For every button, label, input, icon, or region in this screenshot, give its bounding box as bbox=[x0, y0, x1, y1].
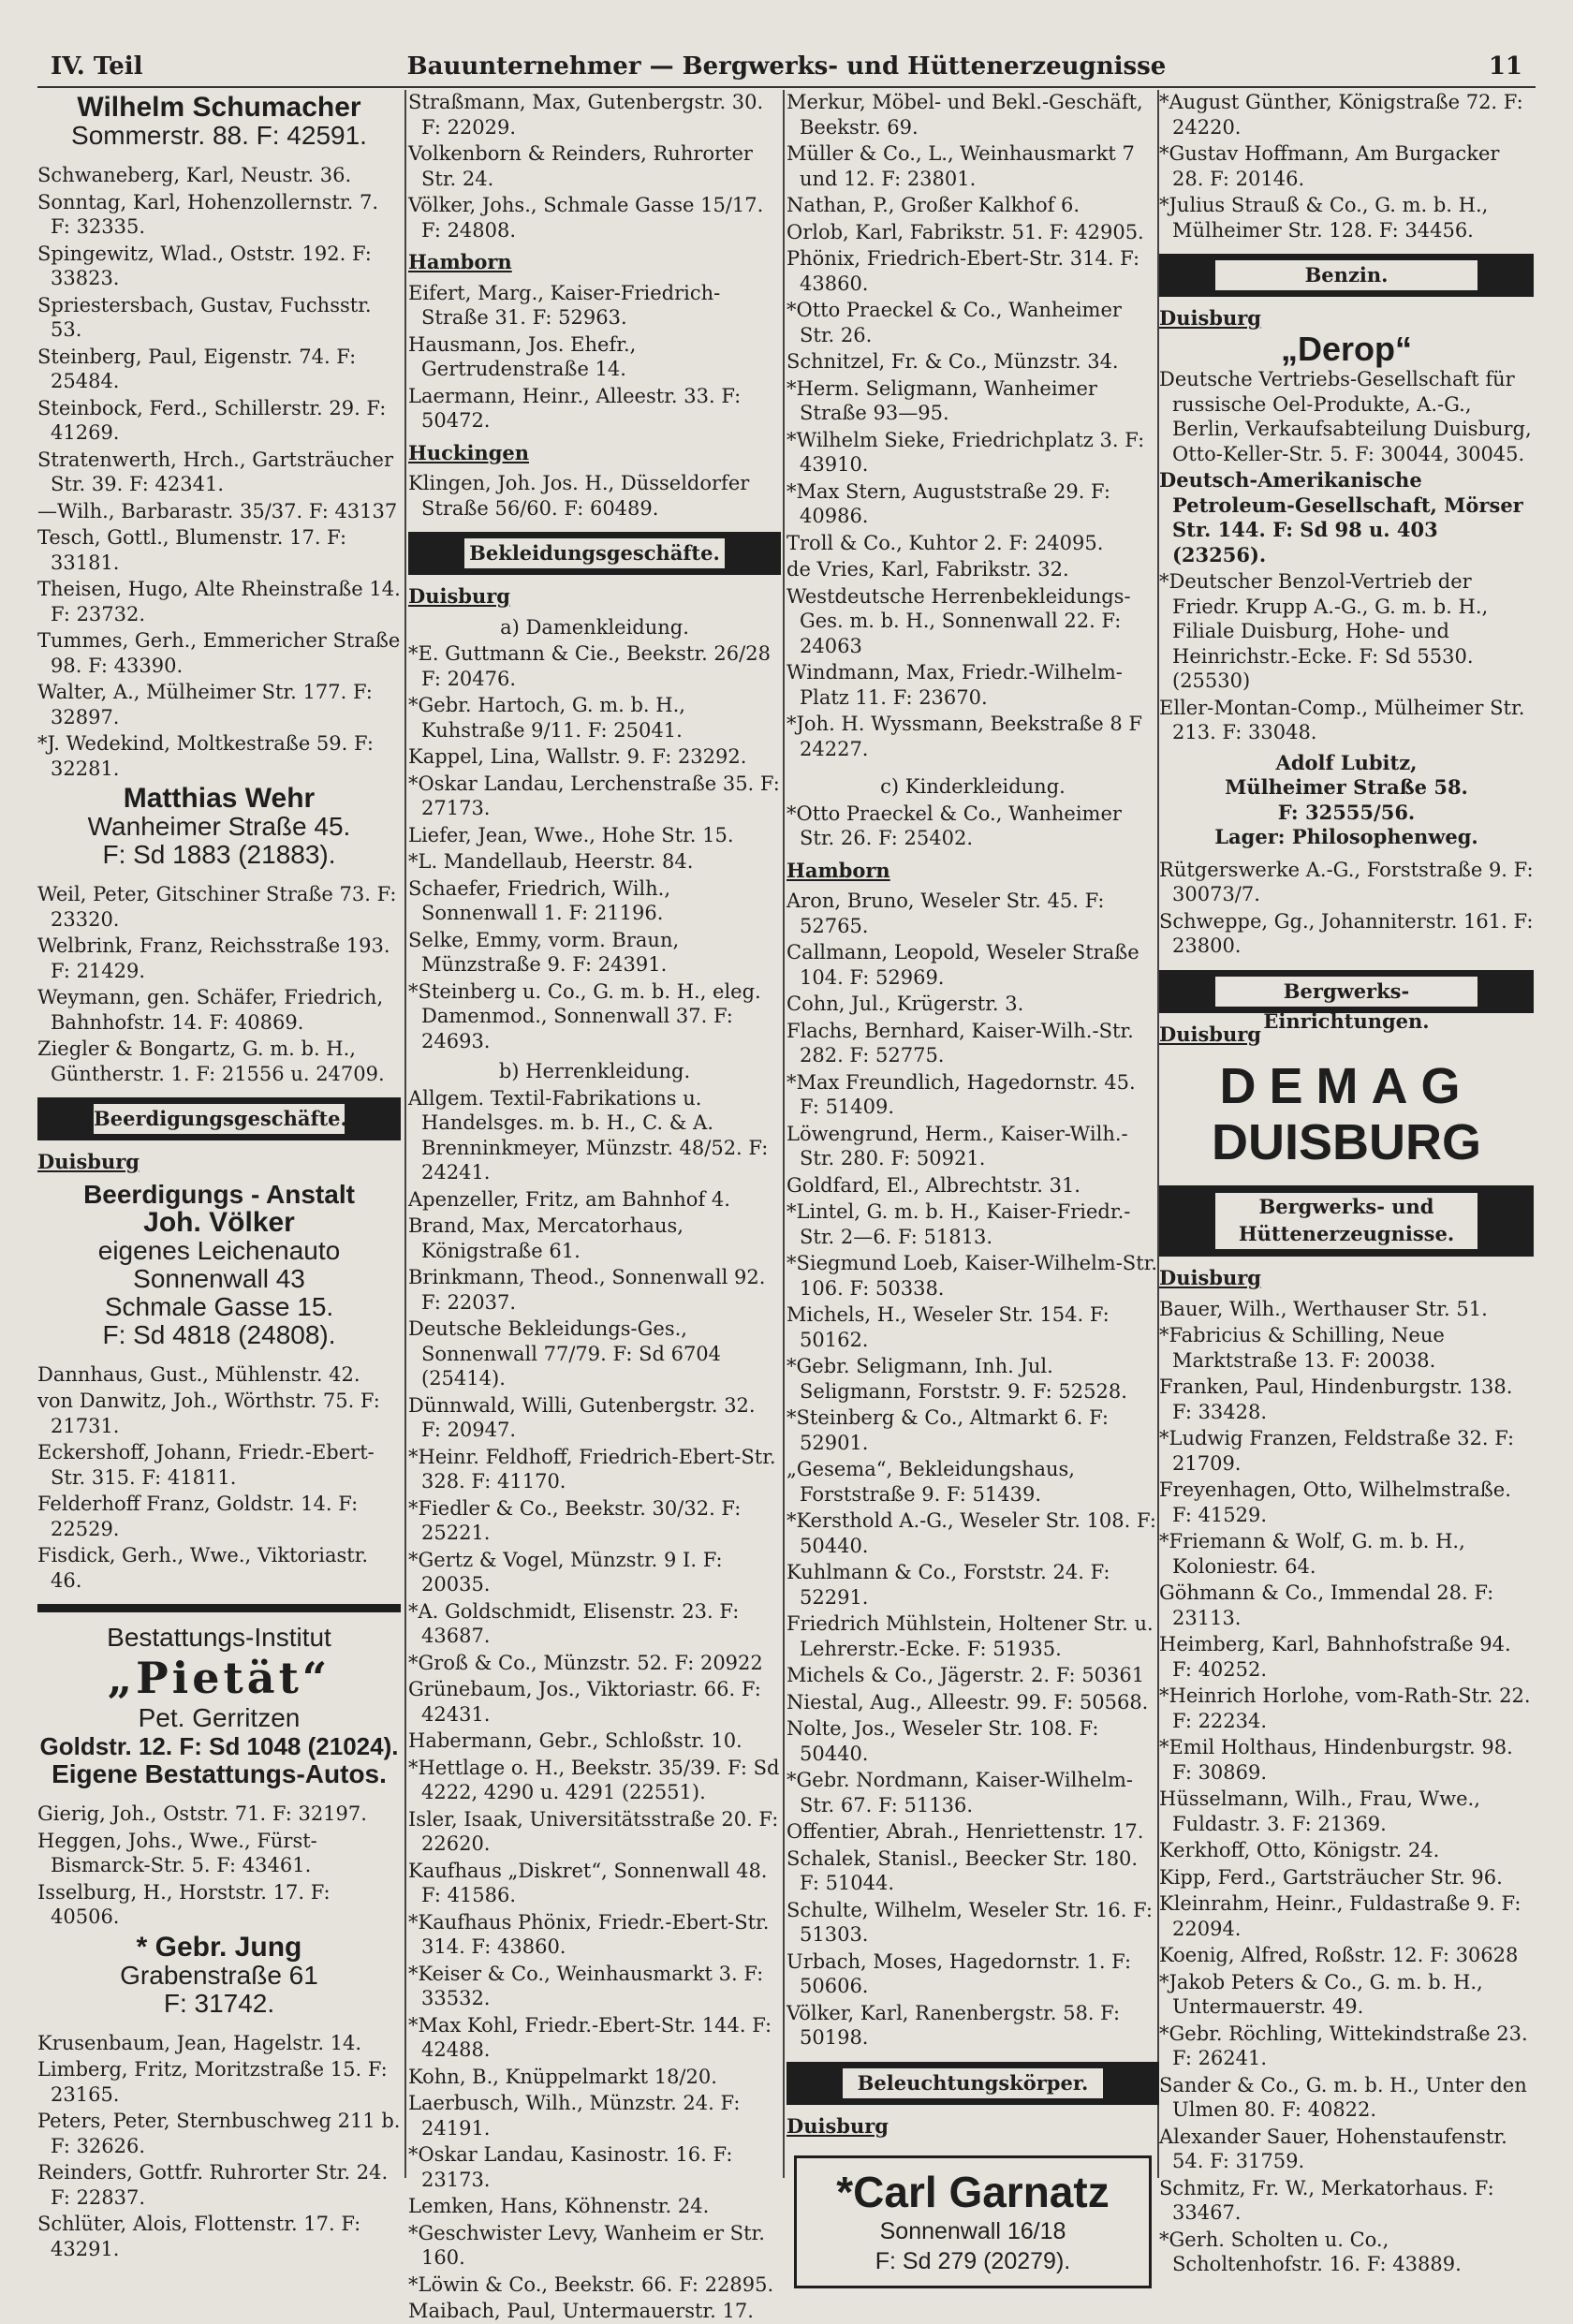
directory-entry: de Vries, Karl, Fabrikstr. 32. bbox=[786, 558, 1069, 581]
directory-entry: Habermann, Gebr., Schloßstr. 10. bbox=[408, 1729, 742, 1752]
directory-entry: *Kersthold A.-G., Weseler Str. 108. F: 50440. bbox=[786, 1509, 1156, 1557]
directory-entry: *Gerh. Scholten u. Co., Scholtenhofstr. 16. F: 43889. bbox=[1159, 2228, 1462, 2275]
directory-entry: Walter, A., Mülheimer Str. 177. F: 32897. bbox=[37, 681, 373, 728]
entry-list bbox=[408, 90, 781, 243]
entry-list bbox=[37, 2031, 401, 2262]
ad-demag bbox=[1159, 1058, 1534, 1170]
city-heading: Duisburg bbox=[1159, 1022, 1261, 1046]
directory-entry: Brinkmann, Theod., Sonnenwall 92. F: 22037. bbox=[408, 1266, 766, 1314]
directory-entry: Müller & Co., L., Weinhausmarkt 7 und 12. F: 23801. bbox=[786, 142, 1135, 190]
directory-entry: Cohn, Jul., Krügerstr. 3. bbox=[786, 993, 1024, 1015]
ad-name: Adolf Lubitz, bbox=[1275, 750, 1418, 774]
directory-entry: Heggen, Johs., Wwe., Fürst-Bismarck-Str. 5. F: 43461. bbox=[37, 1829, 317, 1876]
directory-entry: Spingewitz, Wlad., Oststr. 192. F: 33823. bbox=[37, 242, 372, 289]
directory-entry: *Löwin & Co., Beekstr. 66. F: 22895. bbox=[408, 2273, 774, 2296]
directory-entry: *Ludwig Franzen, Feldstraße 32. F: 21709. bbox=[1159, 1427, 1515, 1475]
directory-entry: Kipp, Ferd., Gartsträucher Str. 96. bbox=[1159, 1865, 1503, 1889]
directory-entry: *J. Wedekind, Moltkestraße 59. F: 32281. bbox=[37, 732, 374, 780]
ad-name: „Pietät“ bbox=[107, 1653, 331, 1703]
directory-entry: Laermann, Heinr., Alleestr. 33. F: 50472. bbox=[408, 384, 742, 432]
directory-entry: *Heinrich Horlohe, vom-Rath-Str. 22. F: 22234. bbox=[1159, 1684, 1531, 1732]
directory-entry: Kaufhaus „Diskret“, Sonnenwall 48. F: 41586. bbox=[408, 1859, 768, 1906]
directory-entry: Lemken, Hans, Köhnenstr. 24. bbox=[408, 2195, 710, 2217]
directory-entry: Ziegler & Bongartz, G. m. b. H., Güntherstr. 1. F: 21556 u. 24709. bbox=[37, 1037, 385, 1085]
directory-entry: Schalek, Stanisl., Beecker Str. 180. F: 51044. bbox=[786, 1846, 1139, 1894]
directory-entry: *Gebr. Röchling, Wittekindstraße 23. F: 26241. bbox=[1159, 2022, 1528, 2069]
directory-entry: „Gesema“, Bekleidungshaus, Forststraße 9. F: 51439. bbox=[786, 1458, 1075, 1506]
ad-line: Bestattungs-Institut bbox=[107, 1623, 331, 1652]
ad-line: Pet. Gerritzen bbox=[138, 1703, 301, 1732]
section-banner bbox=[1159, 1185, 1534, 1257]
directory-entry: Flachs, Bernhard, Kaiser-Wilh.-Str. 282. F: 52775. bbox=[786, 1019, 1134, 1066]
ad-line: Schmale Gasse 15. bbox=[104, 1291, 334, 1321]
directory-entry: *Gebr. Seligmann, Inh. Jul. Seligmann, Forststr. 9. F: 52528. bbox=[786, 1355, 1127, 1403]
directory-entry: *Steinberg u. Co., G. m. b. H., eleg. Damenmod., Sonnenwall 37. F: 24693. bbox=[408, 979, 761, 1052]
directory-entry: Schulte, Wilhelm, Weseler Str. 16. F: 51303. bbox=[786, 1898, 1153, 1946]
directory-entry: Laerbusch, Wilh., Münzstr. 24. F: 24191. bbox=[408, 2092, 741, 2140]
directory-entry: Allgem. Textil-Fabrikations u. Handelsges. m. b. H., C. & A. Brenninkmeyer, Münzstr. 48/52. F: 24241. bbox=[408, 1086, 769, 1184]
page-number: 11 bbox=[1488, 52, 1522, 81]
entry-list bbox=[1159, 1297, 1534, 2277]
directory-entry: Nolte, Jos., Weseler Str. 108. F: 50440. bbox=[786, 1717, 1099, 1765]
subsection-title: b) Herrenkleidung. bbox=[498, 1060, 691, 1082]
ad-name: * Gebr. Jung bbox=[136, 1931, 302, 1963]
directory-entry: Goldfard, El., Albrechtstr. 31. bbox=[786, 1173, 1081, 1197]
entry-list bbox=[37, 1802, 401, 1930]
directory-entry: Kleinrahm, Heinr., Fuldastraße 9. F: 22094. bbox=[1159, 1892, 1522, 1940]
directory-entry: Orlob, Karl, Fabrikstr. 51. F: 42905. bbox=[786, 220, 1144, 243]
directory-entry: *Julius Strauß & Co., G. m. b. H., Mülheimer Str. 128. F: 34456. bbox=[1159, 194, 1489, 242]
directory-entry: Deutsche Bekleidungs-Ges., Sonnenwall 77/79. F: Sd 6704 (25414). bbox=[408, 1317, 722, 1390]
directory-entry: *Gertz & Vogel, Münzstr. 9 I. F: 20035. bbox=[408, 1548, 723, 1596]
entry-list bbox=[408, 471, 781, 521]
directory-entry: *Siegmund Loeb, Kaiser-Wilhelm-Str. 106. F: 50338. bbox=[786, 1252, 1158, 1300]
directory-entry: Weymann, gen. Schäfer, Friedrich, Bahnhofstr. 14. F: 40869. bbox=[37, 986, 384, 1034]
entry-list bbox=[786, 802, 1159, 851]
directory-entry: Straßmann, Max, Gutenbergstr. 30. F: 22029. bbox=[408, 91, 764, 139]
directory-entry: Friedrich Mühlstein, Holtener Str. u. Lehrerstr.-Ecke. F: 51935. bbox=[786, 1612, 1154, 1660]
section-title: Bergwerks-Einrichtungen. bbox=[1215, 977, 1477, 1007]
directory-entry: Isselburg, H., Horststr. 17. F: 40506. bbox=[37, 1880, 331, 1928]
ad-jung bbox=[37, 1931, 401, 2018]
directory-entry: Völker, Karl, Ranenbergstr. 58. F: 50198. bbox=[786, 2001, 1121, 2049]
directory-entry: Niestal, Aug., Alleestr. 99. F: 50568. bbox=[786, 1690, 1149, 1714]
directory-entry: Eifert, Marg., Kaiser-Friedrich-Straße 31. F: 52963. bbox=[408, 281, 721, 329]
directory-entry: Apenzeller, Fritz, am Bahnhof 4. bbox=[408, 1187, 730, 1211]
city-heading: Duisburg bbox=[37, 1150, 140, 1173]
city-heading: Duisburg bbox=[408, 584, 510, 608]
city-heading: Huckingen bbox=[408, 440, 530, 464]
column-divider bbox=[404, 90, 406, 2178]
ad-line: Beerdigungs - Anstalt bbox=[83, 1179, 355, 1209]
entry-list bbox=[1159, 90, 1534, 243]
entry-list bbox=[37, 163, 401, 781]
derop-text: Deutsche Vertriebs-Gesellschaft für russische Oel-Produkte, A.-G., Berlin, Verkaufsabteilung Duisburg, Otto-Keller-Str. 5. F: 30044, 30045. bbox=[1159, 368, 1532, 465]
directory-entry: Steinbock, Ferd., Schillerstr. 29. F: 41269. bbox=[37, 396, 387, 444]
directory-entry: Tesch, Gottl., Blumenstr. 17. F: 33181. bbox=[37, 526, 347, 574]
ad-line: DUISBURG bbox=[1211, 1114, 1481, 1170]
ad-name: Matthias Wehr bbox=[123, 783, 316, 814]
directory-entry: *Oskar Landau, Lerchenstraße 35. F: 27173. bbox=[408, 772, 780, 819]
column-2 bbox=[408, 90, 781, 2322]
ad-name: Wilhelm Schumacher bbox=[77, 92, 361, 123]
directory-entry: Krusenbaum, Jean, Hagelstr. 14. bbox=[37, 2031, 362, 2054]
directory-entry: Reinders, Gottfr. Ruhrorter Str. 24. F: 22837. bbox=[37, 2161, 389, 2209]
entry-list bbox=[786, 889, 1159, 2051]
directory-entry: Phönix, Friedrich-Ebert-Str. 314. F: 43860. bbox=[786, 247, 1140, 295]
directory-entry: Stratenwerth, Hrch., Gartsträucher Str. 39. F: 42341. bbox=[37, 448, 394, 495]
section-title: Bekleidungsgeschäfte. bbox=[464, 538, 725, 568]
city-heading: Hamborn bbox=[408, 250, 512, 273]
directory-entry: *Deutscher Benzol-Vertrieb der Friedr. Krupp A.-G., G. m. b. H., Filiale Duisburg, Hohe- und Heinrichstr.-Ecke. F: Sd 5530. (25530) bbox=[1159, 570, 1489, 692]
directory-entry: Offentier, Abrah., Henriettenstr. 17. bbox=[786, 1820, 1144, 1843]
directory-entry: Volkenborn & Reinders, Ruhrorter Str. 24. bbox=[408, 142, 753, 190]
directory-entry: Sander & Co., G. m. b. H., Unter den Ulmen 80. F: 40822. bbox=[1159, 2073, 1527, 2121]
directory-entry: Fisdick, Gerh., Wwe., Viktoriastr. 46. bbox=[37, 1544, 369, 1592]
directory-entry: Sonntag, Karl, Hohenzollernstr. 7. F: 32335. bbox=[37, 190, 379, 238]
directory-entry: *Hettlage o. H., Beekstr. 35/39. F: Sd 4222, 4290 u. 4291 (22551). bbox=[408, 1756, 780, 1803]
entry-list bbox=[786, 90, 1159, 761]
directory-entry: Hüsselmann, Wilh., Frau, Wwe., Fuldastr. 3. F: 21369. bbox=[1159, 1787, 1480, 1835]
ad-voelker bbox=[37, 1181, 401, 1349]
directory-entry: Urbach, Moses, Hagedornstr. 1. F: 50606. bbox=[786, 1949, 1132, 1997]
entry-list bbox=[37, 882, 401, 1086]
ad-line: F: Sd 4818 (24808). bbox=[102, 1319, 336, 1349]
directory-entry: Grünebaum, Jos., Viktoriastr. 66. F: 42431. bbox=[408, 1678, 761, 1726]
ad-name: DEMAG bbox=[1219, 1058, 1474, 1114]
directory-entry: Maibach, Paul, Untermauerstr. 17. bbox=[408, 2300, 754, 2322]
entry-list bbox=[1159, 569, 1534, 745]
ad-wehr bbox=[37, 785, 401, 869]
directory-entry: Spriestersbach, Gustav, Fuchsstr. 53. bbox=[37, 293, 372, 341]
directory-entry: Kerkhoff, Otto, Königstr. 24. bbox=[1159, 1839, 1440, 1861]
directory-entry: Kuhlmann & Co., Forststr. 24. F: 52291. bbox=[786, 1561, 1110, 1609]
page-header bbox=[37, 49, 1536, 88]
directory-entry: *Fabricius & Schilling, Neue Marktstraße 13. F: 20038. bbox=[1159, 1324, 1445, 1372]
directory-entry: Eckershoff, Johann, Friedr.-Ebert-Str. 315. F: 41811. bbox=[37, 1441, 375, 1489]
column-1 bbox=[37, 90, 401, 2260]
directory-entry: Hausmann, Jos. Ehefr., Gertrudenstraße 14. bbox=[408, 332, 637, 380]
directory-entry: Brand, Max, Mercatorhaus, Königstraße 61. bbox=[408, 1214, 684, 1262]
directory-entry: Aron, Bruno, Weseler Str. 45. F: 52765. bbox=[786, 890, 1105, 937]
directory-entry: *Joh. H. Wyssmann, Beekstraße 8 F 24227. bbox=[786, 713, 1142, 760]
directory-entry: Kohn, B., Knüppelmarkt 18/20. bbox=[408, 2065, 717, 2088]
directory-entry: Isler, Isaak, Universitätsstraße 20. F: 22620. bbox=[408, 1807, 779, 1855]
header-title: Bauunternehmer — Bergwerks- und Hüttenerzeugnisse bbox=[406, 52, 1167, 81]
ad-line: eigenes Leichenauto bbox=[97, 1235, 341, 1265]
directory-entry: Weil, Peter, Gitschiner Straße 73. F: 23320. bbox=[37, 883, 397, 931]
column-divider bbox=[783, 90, 785, 2178]
directory-entry: Peters, Peter, Sternbuschweg 211 b. F: 32626. bbox=[37, 2110, 401, 2157]
ad-line: Sonnenwall 16/18 bbox=[879, 2218, 1066, 2244]
section-title: Beerdigungsgeschäfte. bbox=[94, 1104, 345, 1134]
directory-entry: *Geschwister Levy, Wanheim er Str. 160. bbox=[408, 2221, 765, 2269]
section-title: Bergwerks- und Hüttenerzeugnisse. bbox=[1215, 1193, 1477, 1249]
directory-entry: Völker, Johs., Schmale Gasse 15/17. F: 24808. bbox=[408, 194, 764, 242]
city-heading: Duisburg bbox=[1159, 1266, 1261, 1289]
column-3 bbox=[786, 90, 1159, 2274]
directory-entry: *August Günther, Königstraße 72. F: 24220. bbox=[1159, 91, 1523, 139]
directory-entry: Schnitzel, Fr. & Co., Münzstr. 34. bbox=[786, 350, 1119, 373]
directory-entry: Koenig, Alfred, Roßstr. 12. F: 30628 bbox=[1159, 1944, 1519, 1966]
directory-entry: *Lintel, G. m. b. H., Kaiser-Friedr.-Str. 2—6. F: 51813. bbox=[786, 1200, 1131, 1248]
directory-entry: Merkur, Möbel- und Bekl.-Geschäft, Beekstr. 69. bbox=[786, 91, 1143, 139]
ad-line: F: 31742. bbox=[163, 1988, 275, 2018]
subsection-title: a) Damenkleidung. bbox=[500, 615, 689, 639]
directory-entry: Bauer, Wilh., Werthauser Str. 51. bbox=[1159, 1297, 1488, 1320]
city-heading: Hamborn bbox=[786, 858, 890, 882]
ad-line: F: Sd 279 (20279). bbox=[875, 2248, 1071, 2274]
directory-entry: *Friemann & Wolf, G. m. b. H., Koloniestr. 64. bbox=[1159, 1530, 1465, 1578]
ad-name: Joh. Völker bbox=[143, 1206, 295, 1238]
directory-entry: Schaefer, Friedrich, Wilh., Sonnenwall 1. F: 21196. bbox=[408, 876, 671, 924]
directory-entry: *A. Goldschmidt, Elisenstr. 23. F: 43687. bbox=[408, 1599, 740, 1647]
ad-line: Eigene Bestattungs-Autos. bbox=[51, 1759, 387, 1788]
column-4 bbox=[1159, 90, 1534, 2275]
directory-entry: *Wilhelm Sieke, Friedrichplatz 3. F: 43910. bbox=[786, 428, 1145, 476]
directory-entry: Windmann, Max, Friedr.-Wilhelm-Platz 11. F: 23670. bbox=[786, 661, 1123, 709]
ad-derop: „Derop“ bbox=[1280, 329, 1412, 368]
divider-rule bbox=[37, 1604, 401, 1612]
directory-entry: Franken, Paul, Hindenburgstr. 138. F: 33428. bbox=[1159, 1375, 1513, 1423]
section-title: Benzin. bbox=[1215, 260, 1477, 290]
directory-entry: Limberg, Fritz, Moritzstraße 15. F: 23165. bbox=[37, 2058, 388, 2106]
ad-line: Sommerstr. 88. F: 42591. bbox=[71, 121, 367, 150]
city-heading: Duisburg bbox=[786, 2113, 889, 2138]
section-banner bbox=[37, 1097, 401, 1140]
directory-entry: Eller-Montan-Comp., Mülheimer Str. 213. F: 33048. bbox=[1159, 696, 1525, 743]
ad-line: Grabenstraße 61 bbox=[120, 1960, 318, 1990]
directory-entry: Göhmann & Co., Immendal 28. F: 23113. bbox=[1159, 1581, 1494, 1629]
directory-entry: —Wilh., Barbarastr. 35/37. F: 43137 bbox=[37, 499, 398, 522]
directory-entry: Löwengrund, Herm., Kaiser-Wilh.-Str. 280. F: 50921. bbox=[786, 1122, 1128, 1169]
directory-entry: Schlüter, Alois, Flottenstr. 17. F: 43291. bbox=[37, 2213, 361, 2260]
directory-entry: *Gebr. Hartoch, G. m. b. H., Kuhstraße 9/11. F: 25041. bbox=[408, 694, 685, 742]
directory-entry: *Max Kohl, Friedr.-Ebert-Str. 144. F: 42488. bbox=[408, 2013, 772, 2061]
section-banner bbox=[1159, 970, 1534, 1033]
directory-entry: Kappel, Lina, Wallstr. 9. F: 23292. bbox=[408, 745, 747, 768]
entry-list bbox=[408, 1086, 781, 2324]
directory-entry: Nathan, P., Großer Kalkhof 6. bbox=[786, 194, 1081, 216]
ad-garnatz bbox=[794, 2155, 1152, 2288]
directory-entry: Theisen, Hugo, Alte Rheinstraße 14. F: 23732. bbox=[37, 578, 401, 625]
directory-entry: Heimberg, Karl, Bahnhofstraße 94. F: 40252. bbox=[1159, 1633, 1511, 1681]
directory-entry: Schmitz, Fr. W., Merkatorhaus. F: 33467. bbox=[1159, 2176, 1494, 2224]
section-banner bbox=[1159, 254, 1534, 297]
directory-entry: Dünnwald, Willi, Gutenbergstr. 32. F: 20947. bbox=[408, 1393, 756, 1441]
directory-entry: Liefer, Jean, Wwe., Hohe Str. 15. bbox=[408, 823, 734, 846]
directory-entry: *Groß & Co., Münzstr. 52. F: 20922 bbox=[408, 1651, 763, 1674]
ad-line: Wanheimer Straße 45. bbox=[87, 812, 351, 841]
ad-line: Goldstr. 12. F: Sd 1048 (21024). bbox=[39, 1732, 399, 1760]
directory-entry: Alexander Sauer, Hohenstaufenstr. 54. F: 31759. bbox=[1159, 2125, 1507, 2172]
entry-list bbox=[408, 281, 781, 434]
directory-entry: Steinberg, Paul, Eigenstr. 74. F: 25484. bbox=[37, 345, 357, 392]
directory-entry: Tummes, Gerh., Emmericher Straße 98. F: 43390. bbox=[37, 629, 401, 677]
entry-list bbox=[1159, 858, 1534, 959]
directory-entry: von Danwitz, Joh., Wörthstr. 75. F: 21731. bbox=[37, 1390, 380, 1437]
directory-entry: *Max Stern, Auguststraße 29. F: 40986. bbox=[786, 479, 1110, 527]
section-title: Beleuchtungskörper. bbox=[843, 2068, 1103, 2098]
entry-list bbox=[408, 641, 781, 1053]
directory-entry: *Gebr. Nordmann, Kaiser-Wilhelm-Str. 67. F: 51136. bbox=[786, 1769, 1134, 1817]
directory-entry: *Gustav Hoffmann, Am Burgacker 28. F: 20146. bbox=[1159, 142, 1500, 190]
city-heading: Duisburg bbox=[1159, 306, 1261, 330]
directory-entry: *Keiser & Co., Weinhausmarkt 3. F: 33532. bbox=[408, 1962, 764, 2009]
directory-entry: *Otto Praeckel & Co., Wanheimer Str. 26. F: 25402. bbox=[786, 802, 1122, 849]
directory-entry: *L. Mandellaub, Heerstr. 84. bbox=[408, 850, 694, 873]
ad-line: Mülheimer Straße 58. bbox=[1225, 775, 1468, 799]
directory-entry: Westdeutsche Herrenbekleidungs-Ges. m. b. H., Sonnenwall 22. F: 24063 bbox=[786, 584, 1131, 657]
directory-entry: Schweppe, Gg., Johanniterstr. 161. F: 23800. bbox=[1159, 909, 1534, 957]
directory-entry: Troll & Co., Kuhtor 2. F: 24095. bbox=[786, 531, 1104, 554]
directory-entry: Klingen, Joh. Jos. H., Düsseldorfer Straße 56/60. F: 60489. bbox=[408, 472, 750, 520]
entry-list bbox=[37, 1362, 401, 1594]
directory-entry: *Max Freundlich, Hagedornstr. 45. F: 51409. bbox=[786, 1070, 1136, 1118]
ad-line: F: 32555/56. bbox=[1277, 800, 1416, 824]
petroleum-entry: Deutsch-Amerikanische Petroleum-Gesellschaft, Mörser Str. 144. F: Sd 98 u. 403 (23256). bbox=[1159, 468, 1523, 566]
directory-entry: *Heinr. Feldhoff, Friedrich-Ebert-Str. 328. F: 41170. bbox=[408, 1445, 776, 1493]
section-banner bbox=[408, 532, 781, 575]
directory-entry: Rütgerswerke A.-G., Forststraße 9. F: 30073/7. bbox=[1159, 858, 1534, 905]
directory-entry: Freyenhagen, Otto, Wilhelmstraße. F: 41529. bbox=[1159, 1478, 1511, 1526]
subsection-title: c) Kinderkleidung. bbox=[880, 775, 1066, 798]
directory-entry: Schwaneberg, Karl, Neustr. 36. bbox=[37, 164, 352, 186]
section-banner bbox=[786, 2062, 1159, 2105]
directory-entry: *Kaufhaus Phönix, Friedr.-Ebert-Str. 314. F: 43860. bbox=[408, 1910, 770, 1958]
ad-schumacher bbox=[37, 94, 401, 150]
directory-entry: *Herm. Seligmann, Wanheimer Straße 93—95. bbox=[786, 376, 1097, 424]
directory-entry: Dannhaus, Gust., Mühlenstr. 42. bbox=[37, 1362, 360, 1386]
directory-entry: Callmann, Leopold, Weseler Straße 104. F: 52969. bbox=[786, 941, 1139, 989]
directory-entry: *Otto Praeckel & Co., Wanheimer Str. 26. bbox=[786, 299, 1122, 346]
directory-entry: *E. Guttmann & Cie., Beekstr. 26/28 F: 20476. bbox=[408, 642, 771, 690]
directory-entry: *Fiedler & Co., Beekstr. 30/32. F: 25221. bbox=[408, 1496, 742, 1544]
directory-entry: Michels, H., Weseler Str. 154. F: 50162. bbox=[786, 1303, 1110, 1351]
directory-entry: *Oskar Landau, Kasinostr. 16. F: 23173. bbox=[408, 2143, 733, 2191]
header-part: IV. Teil bbox=[51, 52, 143, 81]
directory-entry: Welbrink, Franz, Reichsstraße 193. F: 21429. bbox=[37, 934, 390, 982]
ad-line: Lager: Philosophenweg. bbox=[1214, 825, 1478, 848]
ad-pietaet bbox=[37, 1624, 401, 1788]
ad-line: Sonnenwall 43 bbox=[133, 1263, 305, 1293]
directory-entry: Gierig, Joh., Oststr. 71. F: 32197. bbox=[37, 1802, 367, 1825]
directory-entry: *Emil Holthaus, Hindenburgstr. 98. F: 30869. bbox=[1159, 1736, 1513, 1784]
directory-entry: *Steinberg & Co., Altmarkt 6. F: 52901. bbox=[786, 1406, 1109, 1454]
ad-name: *Carl Garnatz bbox=[836, 2168, 1110, 2216]
directory-entry: Selke, Emmy, vorm. Braun, Münzstraße 9. F: 24391. bbox=[408, 928, 680, 976]
ad-lubitz bbox=[1159, 751, 1534, 850]
ad-line: F: Sd 1883 (21883). bbox=[102, 840, 336, 869]
directory-entry: Felderhoff Franz, Goldstr. 14. F: 22529. bbox=[37, 1493, 359, 1540]
directory-entry: Michels & Co., Jägerstr. 2. F: 50361 bbox=[786, 1664, 1145, 1686]
directory-entry: *Jakob Peters & Co., G. m. b. H., Untermauerstr. 49. bbox=[1159, 1970, 1483, 2018]
